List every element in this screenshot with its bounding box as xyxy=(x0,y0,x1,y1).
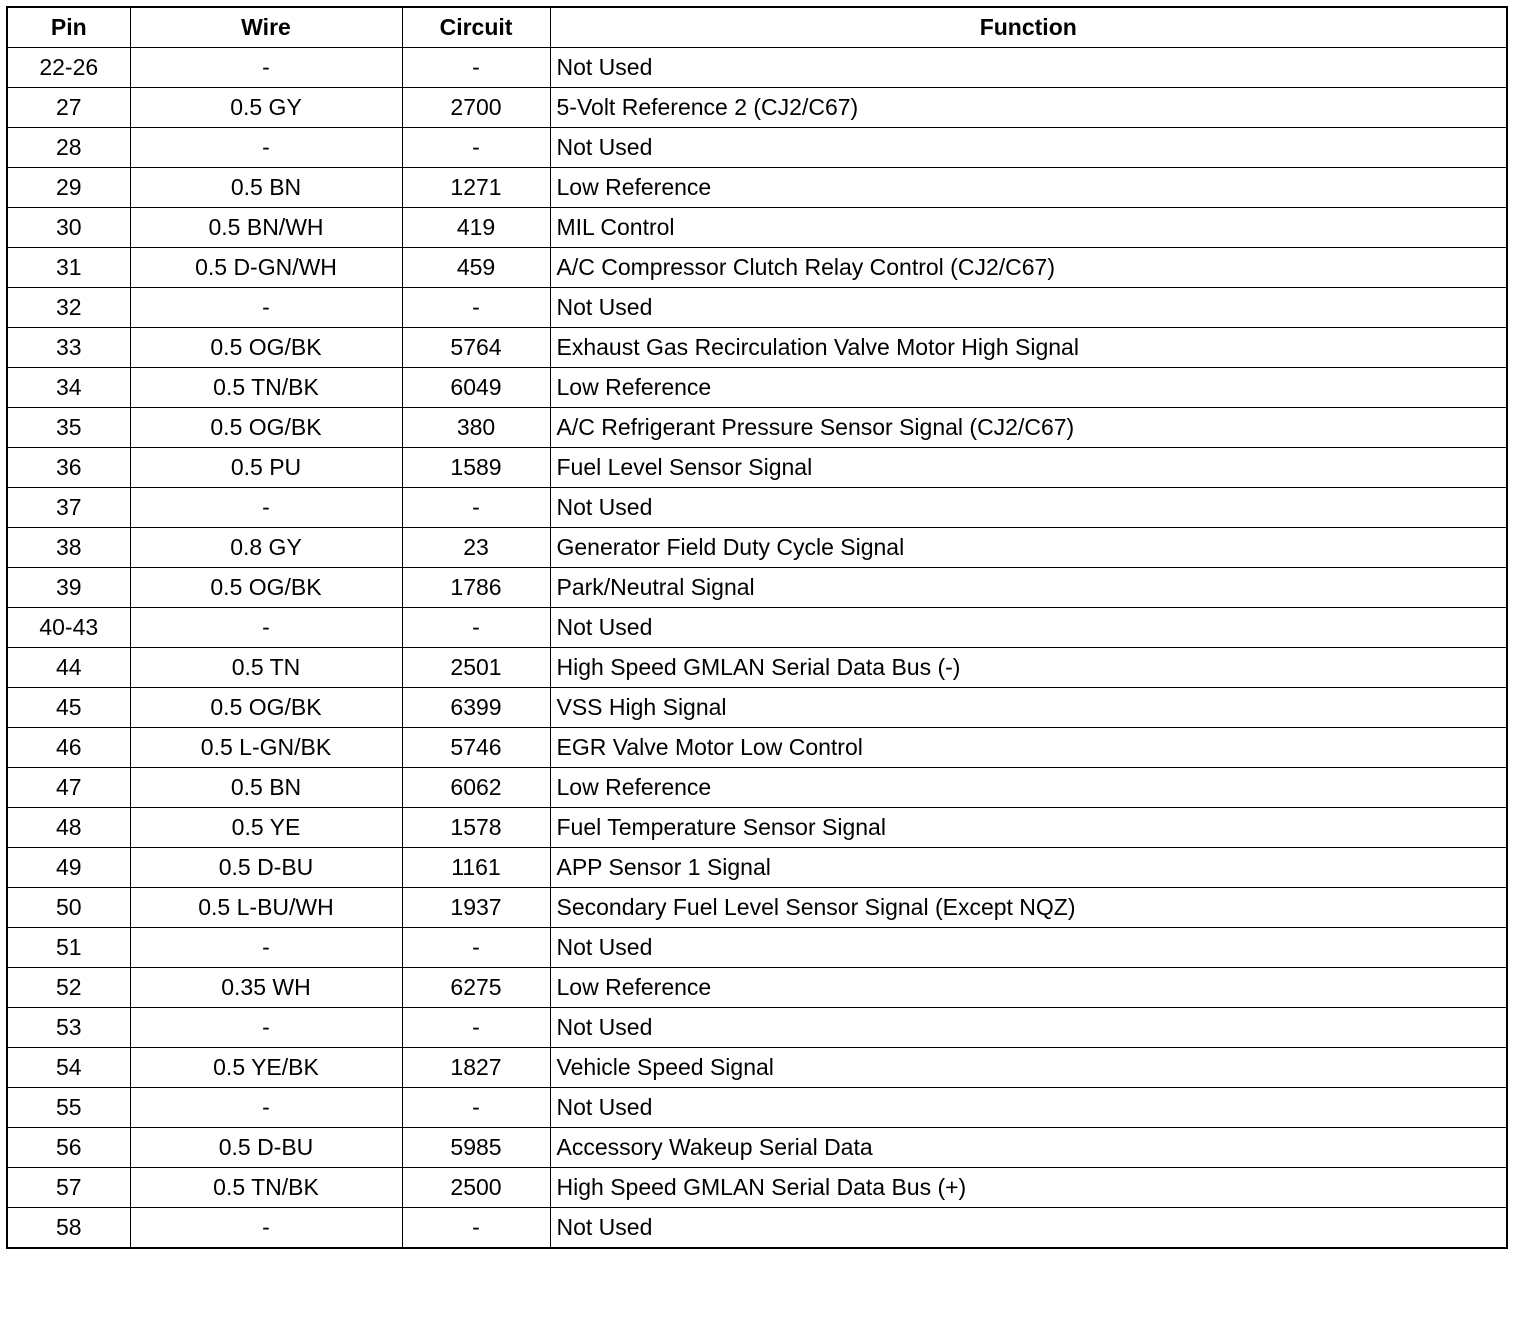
function-cell: Secondary Fuel Level Sensor Signal (Except NQZ) xyxy=(550,888,1507,928)
wire-cell: - xyxy=(130,608,402,648)
table-row xyxy=(7,688,1507,728)
pin-cell: 29 xyxy=(7,168,130,208)
pin-cell: 55 xyxy=(7,1088,130,1128)
table-row xyxy=(7,448,1507,488)
wire-cell: 0.5 BN xyxy=(130,768,402,808)
circuit-cell: 5764 xyxy=(402,328,550,368)
wire-cell: - xyxy=(130,1088,402,1128)
wire-cell: 0.35 WH xyxy=(130,968,402,1008)
function-cell: 5-Volt Reference 2 (CJ2/C67) xyxy=(550,88,1507,128)
wire-cell: 0.5 BN xyxy=(130,168,402,208)
circuit-cell: 1827 xyxy=(402,1048,550,1088)
pin-cell: 38 xyxy=(7,528,130,568)
header-function: Function xyxy=(550,7,1507,48)
connector-pinout-table xyxy=(6,6,1508,1249)
table-row xyxy=(7,168,1507,208)
wire-cell: 0.5 D-GN/WH xyxy=(130,248,402,288)
pin-cell: 51 xyxy=(7,928,130,968)
wire-cell: 0.5 OG/BK xyxy=(130,688,402,728)
pin-cell: 54 xyxy=(7,1048,130,1088)
circuit-cell: - xyxy=(402,288,550,328)
function-cell: MIL Control xyxy=(550,208,1507,248)
pin-cell: 47 xyxy=(7,768,130,808)
table-row xyxy=(7,1088,1507,1128)
circuit-cell: 23 xyxy=(402,528,550,568)
circuit-cell: 2500 xyxy=(402,1168,550,1208)
function-cell: Not Used xyxy=(550,48,1507,88)
table-row xyxy=(7,208,1507,248)
circuit-cell: 6049 xyxy=(402,368,550,408)
table-row xyxy=(7,648,1507,688)
function-cell: Not Used xyxy=(550,608,1507,648)
pin-cell: 40-43 xyxy=(7,608,130,648)
wire-cell: - xyxy=(130,1208,402,1249)
circuit-cell: 6062 xyxy=(402,768,550,808)
table-row xyxy=(7,48,1507,88)
circuit-cell: 2501 xyxy=(402,648,550,688)
circuit-cell: - xyxy=(402,928,550,968)
header-circuit: Circuit xyxy=(402,7,550,48)
wire-cell: 0.5 BN/WH xyxy=(130,208,402,248)
function-cell: Exhaust Gas Recirculation Valve Motor High Signal xyxy=(550,328,1507,368)
circuit-cell: - xyxy=(402,1088,550,1128)
wire-cell: - xyxy=(130,928,402,968)
table-row xyxy=(7,1128,1507,1168)
wire-cell: 0.5 GY xyxy=(130,88,402,128)
circuit-cell: - xyxy=(402,1008,550,1048)
table-row xyxy=(7,768,1507,808)
pin-cell: 35 xyxy=(7,408,130,448)
table-row xyxy=(7,488,1507,528)
wire-cell: 0.5 TN/BK xyxy=(130,368,402,408)
wire-cell: - xyxy=(130,1008,402,1048)
function-cell: High Speed GMLAN Serial Data Bus (+) xyxy=(550,1168,1507,1208)
pin-cell: 32 xyxy=(7,288,130,328)
table-row xyxy=(7,288,1507,328)
wire-cell: 0.5 TN xyxy=(130,648,402,688)
table-row xyxy=(7,1168,1507,1208)
pin-cell: 52 xyxy=(7,968,130,1008)
wire-cell: 0.5 D-BU xyxy=(130,1128,402,1168)
header-wire: Wire xyxy=(130,7,402,48)
function-cell: Not Used xyxy=(550,1008,1507,1048)
wire-cell: 0.5 OG/BK xyxy=(130,408,402,448)
function-cell: Not Used xyxy=(550,1088,1507,1128)
pin-cell: 27 xyxy=(7,88,130,128)
pin-cell: 44 xyxy=(7,648,130,688)
pin-cell: 33 xyxy=(7,328,130,368)
table-row xyxy=(7,968,1507,1008)
pin-cell: 31 xyxy=(7,248,130,288)
pin-cell: 30 xyxy=(7,208,130,248)
table-row xyxy=(7,528,1507,568)
wire-cell: - xyxy=(130,288,402,328)
table-row xyxy=(7,808,1507,848)
function-cell: A/C Compressor Clutch Relay Control (CJ2/C67) xyxy=(550,248,1507,288)
table-row xyxy=(7,408,1507,448)
wire-cell: 0.8 GY xyxy=(130,528,402,568)
wire-cell: 0.5 TN/BK xyxy=(130,1168,402,1208)
function-cell: Fuel Level Sensor Signal xyxy=(550,448,1507,488)
function-cell: Not Used xyxy=(550,928,1507,968)
function-cell: APP Sensor 1 Signal xyxy=(550,848,1507,888)
function-cell: Low Reference xyxy=(550,368,1507,408)
circuit-cell: 2700 xyxy=(402,88,550,128)
circuit-cell: 1786 xyxy=(402,568,550,608)
pin-cell: 22-26 xyxy=(7,48,130,88)
circuit-cell: 6275 xyxy=(402,968,550,1008)
circuit-cell: 459 xyxy=(402,248,550,288)
pin-cell: 49 xyxy=(7,848,130,888)
pin-cell: 48 xyxy=(7,808,130,848)
table-row xyxy=(7,888,1507,928)
function-cell: Low Reference xyxy=(550,168,1507,208)
circuit-cell: - xyxy=(402,488,550,528)
table-row xyxy=(7,368,1507,408)
wire-cell: - xyxy=(130,48,402,88)
function-cell: Not Used xyxy=(550,288,1507,328)
table-row xyxy=(7,1208,1507,1249)
table-row xyxy=(7,1048,1507,1088)
circuit-cell: - xyxy=(402,128,550,168)
function-cell: Fuel Temperature Sensor Signal xyxy=(550,808,1507,848)
circuit-cell: - xyxy=(402,1208,550,1249)
circuit-cell: 5985 xyxy=(402,1128,550,1168)
function-cell: VSS High Signal xyxy=(550,688,1507,728)
wire-cell: 0.5 YE/BK xyxy=(130,1048,402,1088)
wire-cell: 0.5 L-BU/WH xyxy=(130,888,402,928)
circuit-cell: - xyxy=(402,48,550,88)
table-row xyxy=(7,248,1507,288)
table-row xyxy=(7,128,1507,168)
pin-cell: 58 xyxy=(7,1208,130,1249)
table-row xyxy=(7,1008,1507,1048)
wire-cell: 0.5 D-BU xyxy=(130,848,402,888)
function-cell: Low Reference xyxy=(550,968,1507,1008)
pin-cell: 57 xyxy=(7,1168,130,1208)
circuit-cell: 1578 xyxy=(402,808,550,848)
function-cell: Park/Neutral Signal xyxy=(550,568,1507,608)
function-cell: Vehicle Speed Signal xyxy=(550,1048,1507,1088)
function-cell: High Speed GMLAN Serial Data Bus (-) xyxy=(550,648,1507,688)
circuit-cell: 6399 xyxy=(402,688,550,728)
pin-cell: 34 xyxy=(7,368,130,408)
header-pin: Pin xyxy=(7,7,130,48)
circuit-cell: 380 xyxy=(402,408,550,448)
pin-cell: 36 xyxy=(7,448,130,488)
pin-cell: 37 xyxy=(7,488,130,528)
table-row xyxy=(7,568,1507,608)
wire-cell: 0.5 OG/BK xyxy=(130,568,402,608)
pin-cell: 53 xyxy=(7,1008,130,1048)
wire-cell: - xyxy=(130,128,402,168)
pin-cell: 50 xyxy=(7,888,130,928)
pin-cell: 28 xyxy=(7,128,130,168)
table-row xyxy=(7,728,1507,768)
function-cell: Low Reference xyxy=(550,768,1507,808)
circuit-cell: 1589 xyxy=(402,448,550,488)
circuit-cell: 1937 xyxy=(402,888,550,928)
wire-cell: 0.5 YE xyxy=(130,808,402,848)
table-body xyxy=(7,48,1507,1249)
table-row xyxy=(7,88,1507,128)
function-cell: Accessory Wakeup Serial Data xyxy=(550,1128,1507,1168)
function-cell: Generator Field Duty Cycle Signal xyxy=(550,528,1507,568)
table-row xyxy=(7,848,1507,888)
function-cell: A/C Refrigerant Pressure Sensor Signal (CJ2/C67) xyxy=(550,408,1507,448)
pin-cell: 39 xyxy=(7,568,130,608)
wire-cell: 0.5 PU xyxy=(130,448,402,488)
function-cell: Not Used xyxy=(550,128,1507,168)
wire-cell: - xyxy=(130,488,402,528)
table-row xyxy=(7,608,1507,648)
circuit-cell: - xyxy=(402,608,550,648)
circuit-cell: 1271 xyxy=(402,168,550,208)
circuit-cell: 1161 xyxy=(402,848,550,888)
wire-cell: 0.5 L-GN/BK xyxy=(130,728,402,768)
circuit-cell: 419 xyxy=(402,208,550,248)
table-row xyxy=(7,328,1507,368)
pin-cell: 46 xyxy=(7,728,130,768)
table-row xyxy=(7,928,1507,968)
function-cell: Not Used xyxy=(550,1208,1507,1249)
table-header-row xyxy=(7,7,1507,48)
function-cell: Not Used xyxy=(550,488,1507,528)
circuit-cell: 5746 xyxy=(402,728,550,768)
pin-cell: 45 xyxy=(7,688,130,728)
wire-cell: 0.5 OG/BK xyxy=(130,328,402,368)
function-cell: EGR Valve Motor Low Control xyxy=(550,728,1507,768)
pin-cell: 56 xyxy=(7,1128,130,1168)
